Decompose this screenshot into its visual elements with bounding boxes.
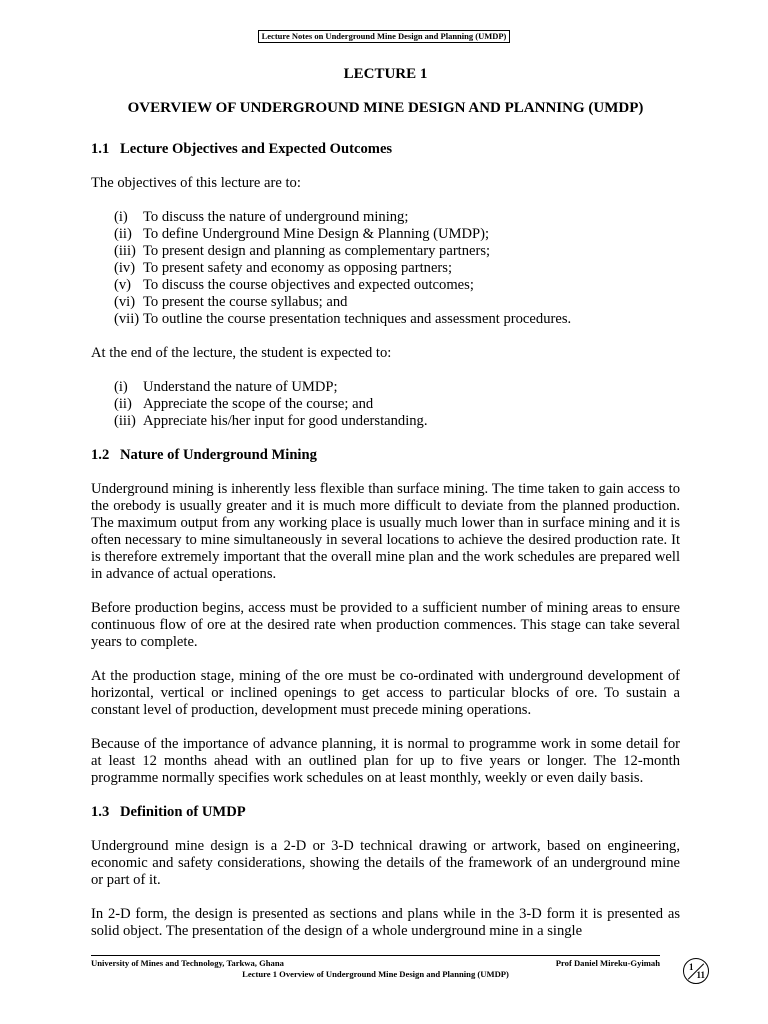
- section-title: Nature of Underground Mining: [120, 447, 317, 463]
- footer-institution: University of Mines and Technology, Tarkwa, Ghana: [91, 958, 284, 968]
- list-text: Understand the nature of UMDP;: [143, 379, 338, 395]
- list-text: To discuss the nature of underground mining;: [143, 209, 409, 225]
- list-text: To define Underground Mine Design & Planning (UMDP);: [143, 226, 490, 242]
- footer-row: [91, 958, 660, 969]
- paragraph: Underground mining is inherently less flexible than surface mining. The time taken to gain access to the orebody is usually greater and it is much more difficult to deviate from the planned production. The maximum output from any working place is usually much lower than in surface mining and it is often necessary to mine simultaneously in several locations to achieve the desired production rate. It is therefore extremely important that the overall mine plan and the work schedules are prepared well in advance of actual operations.: [91, 481, 680, 582]
- paragraph: At the production stage, mining of the ore must be co-ordinated with underground development of horizontal, vertical or inclined openings to get access to particular blocks of ore. To sustain a constant level of production, development must precede mining operations.: [91, 668, 680, 718]
- paragraph: Because of the importance of advance planning, it is normal to programme work in some detail for at least 12 months ahead with an outlined plan for up to five years or longer. The 12-month programme normally specifies work schedules on at least monthly, weekly or even daily basis.: [91, 736, 680, 786]
- list-text: Appreciate his/her input for good understanding.: [143, 413, 428, 429]
- list-text: To present safety and economy as opposing partners;: [143, 260, 453, 276]
- section-number: 1.2: [91, 447, 110, 463]
- page-content: [91, 66, 680, 940]
- list-marker: (vi): [114, 294, 136, 310]
- list-item: [114, 413, 680, 430]
- lecture-number: LECTURE 1: [343, 66, 428, 82]
- list-item: [114, 243, 680, 260]
- section-heading-1-1: [91, 141, 680, 158]
- section-title: Definition of UMDP: [120, 804, 246, 820]
- page-number-total: 11: [696, 970, 705, 980]
- list-text: To present design and planning as complementary partners;: [143, 243, 491, 259]
- list-item: [114, 311, 680, 328]
- objectives-list: [91, 209, 680, 328]
- list-item: [114, 294, 680, 311]
- list-item: [114, 396, 680, 413]
- section-title: Lecture Objectives and Expected Outcomes: [120, 141, 393, 157]
- section-number: 1.3: [91, 804, 110, 820]
- list-marker: (v): [114, 277, 132, 293]
- running-header-title: Lecture Notes on Underground Mine Design and Planning (UMDP): [258, 30, 511, 43]
- outcomes-intro: At the end of the lecture, the student is expected to:: [91, 345, 392, 361]
- list-marker: (i): [114, 209, 128, 225]
- paragraph: Underground mine design is a 2-D or 3-D technical drawing or artwork, based on engineering, economic and safety considerations, showing the details of the framework of an underground mine or part of it.: [91, 838, 680, 888]
- list-marker: (iii): [114, 413, 136, 429]
- lecture-title: OVERVIEW OF UNDERGROUND MINE DESIGN AND PLANNING (UMDP): [127, 100, 644, 116]
- list-item: [114, 277, 680, 294]
- list-text: To outline the course presentation techniques and assessment procedures.: [143, 311, 572, 327]
- list-item: [114, 226, 680, 243]
- list-marker: (vii): [114, 311, 140, 327]
- section-heading-1-2: [91, 447, 680, 464]
- list-text: To discuss the course objectives and expected outcomes;: [143, 277, 474, 293]
- page-footer: [91, 955, 660, 980]
- footer-lecture-line: Lecture 1 Overview of Underground Mine Design and Planning (UMDP): [242, 969, 509, 979]
- section-heading-1-3: [91, 804, 680, 821]
- list-marker: (i): [114, 379, 128, 395]
- section-number: 1.1: [91, 141, 110, 157]
- list-marker: (ii): [114, 396, 132, 412]
- list-item: [114, 209, 680, 226]
- page-number-badge: [683, 958, 709, 984]
- list-marker: (ii): [114, 226, 132, 242]
- list-text: Appreciate the scope of the course; and: [143, 396, 374, 412]
- outcomes-list: [91, 379, 680, 430]
- running-header: [0, 26, 768, 44]
- page-number-current: 1: [689, 962, 694, 972]
- objectives-intro: The objectives of this lecture are to:: [91, 175, 301, 191]
- footer-author: Prof Daniel Mireku-Gyimah: [555, 958, 660, 968]
- list-marker: (iv): [114, 260, 136, 276]
- list-item: [114, 379, 680, 396]
- paragraph: Before production begins, access must be provided to a sufficient number of mining areas to ensure continuous flow of ore at the desired rate when production commences. This stage can take several years to complete.: [91, 600, 680, 650]
- list-text: To present the course syllabus; and: [143, 294, 348, 310]
- list-marker: (iii): [114, 243, 136, 259]
- list-item: [114, 260, 680, 277]
- paragraph: In 2-D form, the design is presented as sections and plans while in the 3-D form it is presented as solid object. The presentation of the design of a whole underground mine in a single: [91, 906, 680, 939]
